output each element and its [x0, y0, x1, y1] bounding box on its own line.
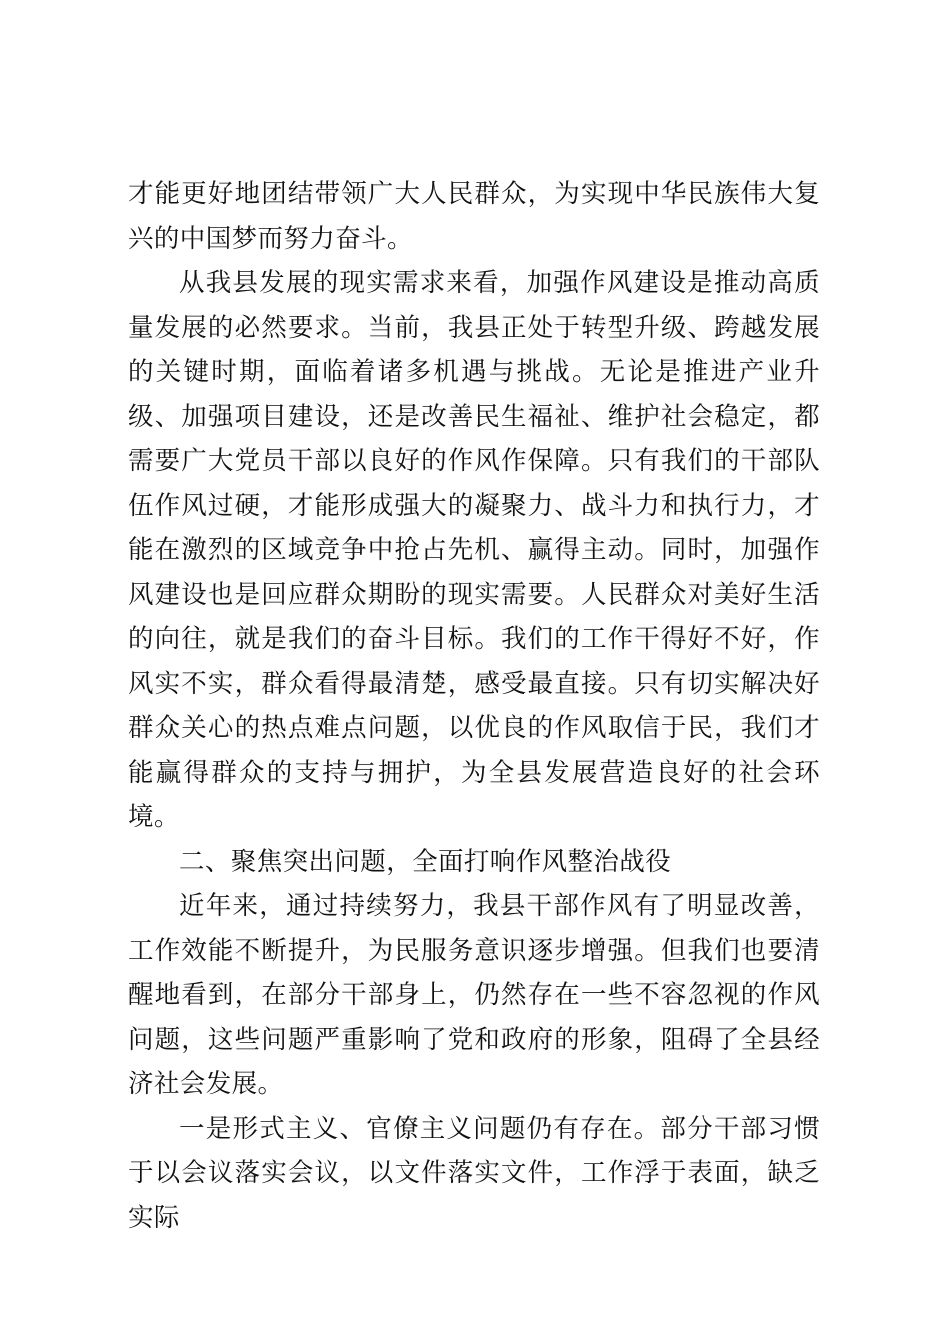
section-heading-two: 二、聚焦突出问题，全面打响作风整治战役 — [179, 846, 672, 877]
paragraph-formalism: 一是形式主义、官僚主义问题仍有存在。部分干部习惯于以会议落实会议，以文件落实文件，工作浮于表面，缺乏实际 — [128, 1113, 820, 1233]
paragraph-development-needs: 从我县发展的现实需求来看，加强作风建设是推动高质量发展的必然要求。当前，我县正处于转型升级、跨越发展的关键时期，面临着诸多机遇与挑战。无论是推进产业升级、加强项目建设，还是改善民生福祉、维护社会稳定，都需要广大党员干部以良好的作风作保障。只有我们的干部队伍作风过硬，才能形成强大的凝聚力、战斗力和执行力，才能在激烈的区域竞争中抢占先机、赢得主动。同时，加强作风建设也是回应群众期盼的现实需要。人民群众对美好生活的向往，就是我们的奋斗目标。我们的工作干得好不好，作风实不实，群众看得最清楚，感受最直接。只有切实解决好群众关心的热点难点问题，以优良的作风取信于民，我们才能赢得群众的支持与拥护，为全县发展营造良好的社会环境。 — [128, 268, 820, 832]
paragraph-recent-years: 近年来，通过持续努力，我县干部作风有了明显改善，工作效能不断提升，为民服务意识逐步增强。但我们也要清醒地看到，在部分干部身上，仍然存在一些不容忽视的作风问题，这些问题严重影响了党和政府的形象，阻碍了全县经济社会发展。 — [128, 891, 820, 1099]
paragraph-continuation: 才能更好地团结带领广大人民群众，为实现中华民族伟大复兴的中国梦而努力奋斗。 — [128, 179, 820, 254]
document-body — [128, 172, 820, 1240]
